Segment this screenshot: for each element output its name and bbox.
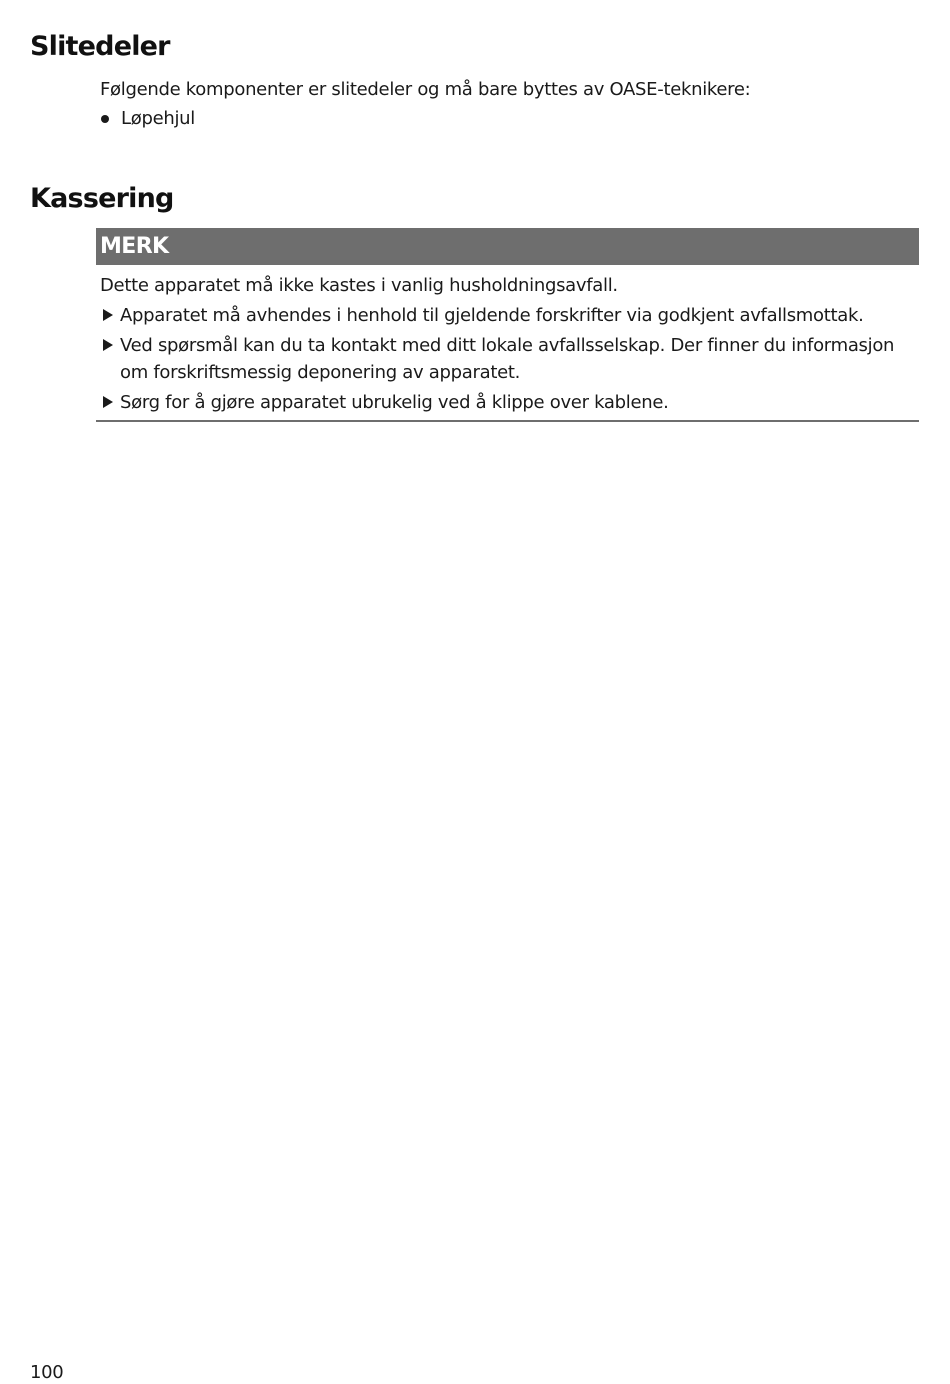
list-item xyxy=(100,332,919,386)
notice-divider xyxy=(96,420,919,422)
bullet-icon xyxy=(101,115,109,123)
section-heading-disposal: Kassering xyxy=(30,183,174,214)
notice-lead: Dette apparatet må ikke kastes i vanlig husholdningsavfall. xyxy=(100,275,618,296)
page-number: 100 xyxy=(30,1362,64,1383)
step-text: Ved spørsmål kan du ta kontakt med ditt lokale avfallsselskap. Der finner du informasjon om forskriftsmessig deponering av apparatet. xyxy=(120,335,895,383)
triangle-right-icon xyxy=(103,309,113,321)
wear-parts-list xyxy=(100,106,195,132)
wear-parts-intro: Følgende komponenter er slitedeler og må bare byttes av OASE-teknikere: xyxy=(100,79,751,100)
step-text: Apparatet må avhendes i henhold til gjeldende forskrifter via godkjent avfallsmottak. xyxy=(120,305,864,326)
list-item-label: Løpehjul xyxy=(121,108,195,129)
triangle-right-icon xyxy=(103,339,113,351)
notice-header xyxy=(96,228,919,265)
notice-label: MERK xyxy=(100,234,169,259)
list-item xyxy=(100,106,195,132)
step-text: Sørg for å gjøre apparatet ubrukelig ved å klippe over kablene. xyxy=(120,392,669,413)
triangle-right-icon xyxy=(103,396,113,408)
notice-steps xyxy=(100,302,919,416)
notice-box xyxy=(96,228,919,422)
notice-body xyxy=(96,265,919,416)
section-heading-wear-parts: Slitedeler xyxy=(30,31,170,62)
list-item xyxy=(100,302,919,329)
list-item xyxy=(100,389,919,416)
